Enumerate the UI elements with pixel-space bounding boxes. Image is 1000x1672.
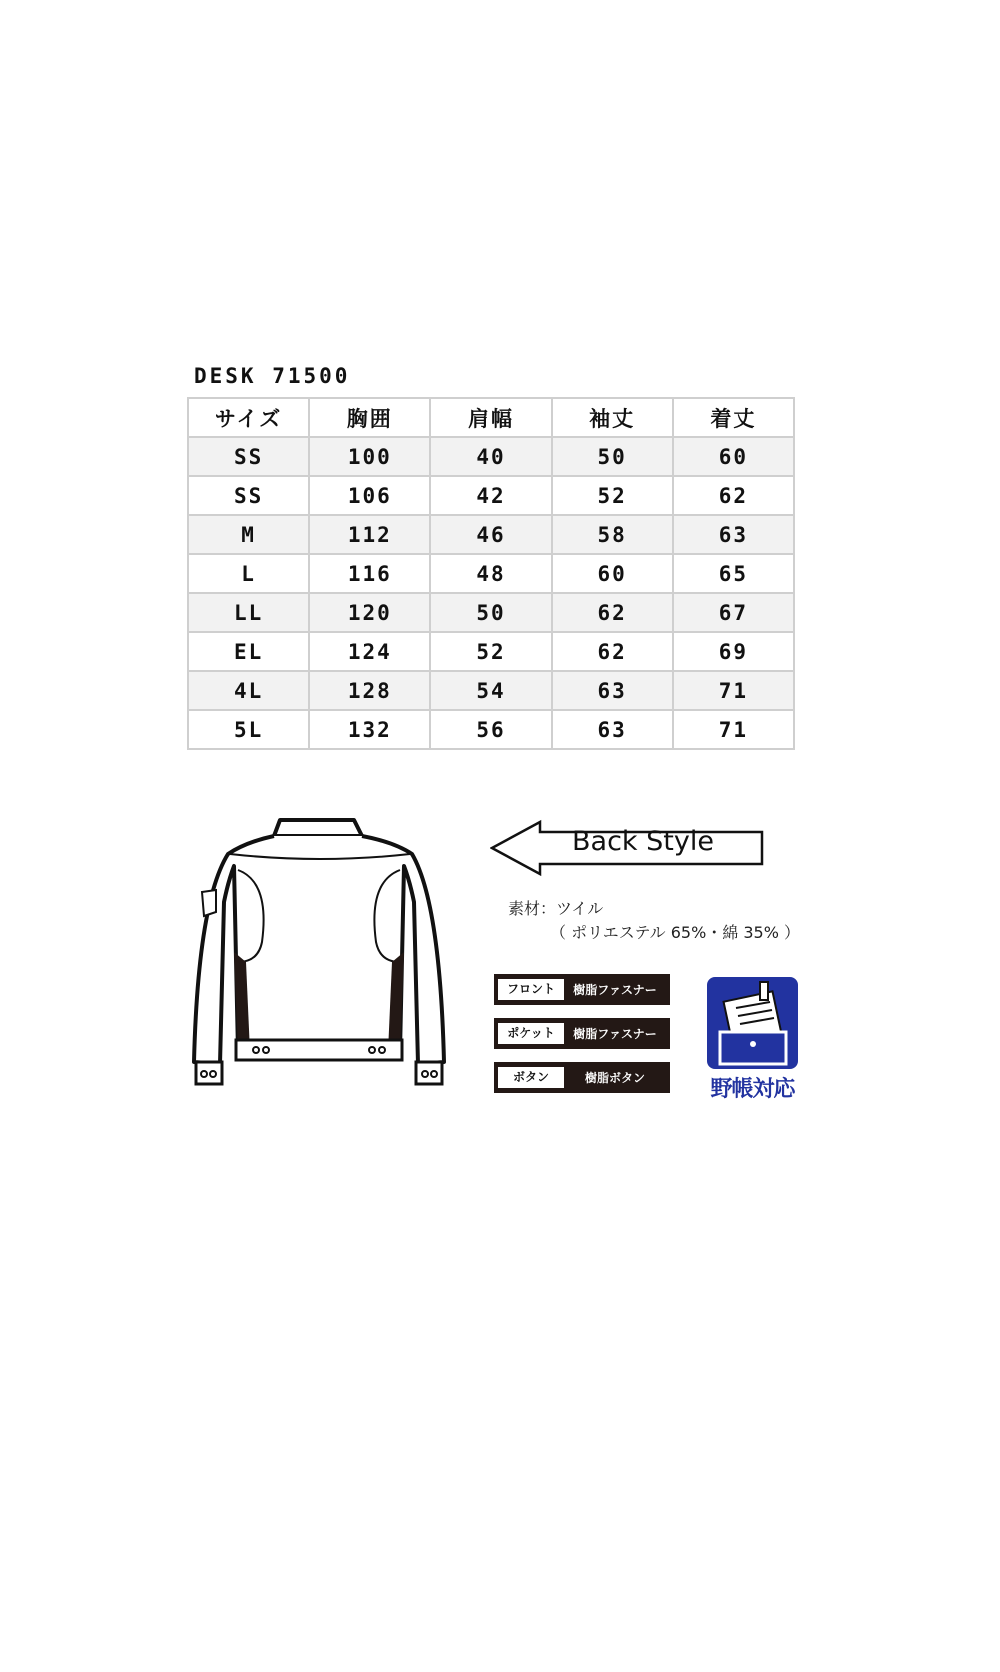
cell-length: 65 <box>673 554 794 593</box>
cell-shoulder: 46 <box>430 515 551 554</box>
cell-sleeve: 62 <box>552 632 673 671</box>
header-size: サイズ <box>188 398 309 437</box>
cell-size: 5L <box>188 710 309 749</box>
spec-front <box>494 974 670 1005</box>
table-row <box>188 593 794 632</box>
spec-value-button: 樹脂ボタン <box>584 1071 645 1085</box>
cell-chest: 106 <box>309 476 430 515</box>
jacket-back-drawing <box>190 812 450 1092</box>
size-table-header-row <box>188 398 794 437</box>
header-chest: 胸囲 <box>309 398 430 437</box>
cell-shoulder: 48 <box>430 554 551 593</box>
table-row <box>188 554 794 593</box>
cell-shoulder: 56 <box>430 710 551 749</box>
size-table-body <box>188 437 794 749</box>
cell-sleeve: 58 <box>552 515 673 554</box>
field-notebook-pocket-icon <box>706 976 799 1070</box>
material-composition: （ ポリエステル 65%・綿 35% ） <box>550 923 801 942</box>
table-row <box>188 632 794 671</box>
cell-sleeve: 62 <box>552 593 673 632</box>
cell-size: SS <box>188 437 309 476</box>
cell-chest: 100 <box>309 437 430 476</box>
cell-length: 60 <box>673 437 794 476</box>
cell-sleeve: 52 <box>552 476 673 515</box>
cell-size: SS <box>188 476 309 515</box>
header-length: 着丈 <box>673 398 794 437</box>
cell-size: L <box>188 554 309 593</box>
cell-chest: 116 <box>309 554 430 593</box>
cell-length: 71 <box>673 710 794 749</box>
cell-length: 71 <box>673 671 794 710</box>
back-style-label: Back Style <box>572 826 714 857</box>
cell-sleeve: 63 <box>552 671 673 710</box>
cell-length: 62 <box>673 476 794 515</box>
cell-shoulder: 50 <box>430 593 551 632</box>
cell-chest: 112 <box>309 515 430 554</box>
cell-length: 69 <box>673 632 794 671</box>
cell-shoulder: 54 <box>430 671 551 710</box>
cell-chest: 120 <box>309 593 430 632</box>
spec-value-pocket: 樹脂ファスナー <box>573 1027 657 1041</box>
table-row <box>188 476 794 515</box>
cell-shoulder: 52 <box>430 632 551 671</box>
cell-sleeve: 63 <box>552 710 673 749</box>
size-table <box>187 397 795 750</box>
header-sleeve: 袖丈 <box>552 398 673 437</box>
table-row <box>188 671 794 710</box>
spec-pocket <box>494 1018 670 1049</box>
spec-tag-pocket: ポケット <box>498 1023 564 1044</box>
table-row <box>188 437 794 476</box>
cell-shoulder: 42 <box>430 476 551 515</box>
header-shoulder: 肩幅 <box>430 398 551 437</box>
cell-size: EL <box>188 632 309 671</box>
cell-chest: 128 <box>309 671 430 710</box>
cell-length: 63 <box>673 515 794 554</box>
cell-chest: 132 <box>309 710 430 749</box>
spec-button <box>494 1062 670 1093</box>
cell-shoulder: 40 <box>430 437 551 476</box>
table-row <box>188 515 794 554</box>
spec-tag-button: ボタン <box>498 1067 564 1088</box>
spec-value-front: 樹脂ファスナー <box>573 983 657 997</box>
cell-size: LL <box>188 593 309 632</box>
cell-sleeve: 60 <box>552 554 673 593</box>
cell-sleeve: 50 <box>552 437 673 476</box>
cell-size: M <box>188 515 309 554</box>
table-row <box>188 710 794 749</box>
cell-length: 67 <box>673 593 794 632</box>
field-notebook-label: 野帳対応 <box>710 1077 795 1102</box>
cell-chest: 124 <box>309 632 430 671</box>
material-label: 素材：ツイル <box>508 899 604 918</box>
cell-size: 4L <box>188 671 309 710</box>
model-number: DESK 71500 <box>194 364 351 388</box>
spec-tag-front: フロント <box>498 979 564 1000</box>
